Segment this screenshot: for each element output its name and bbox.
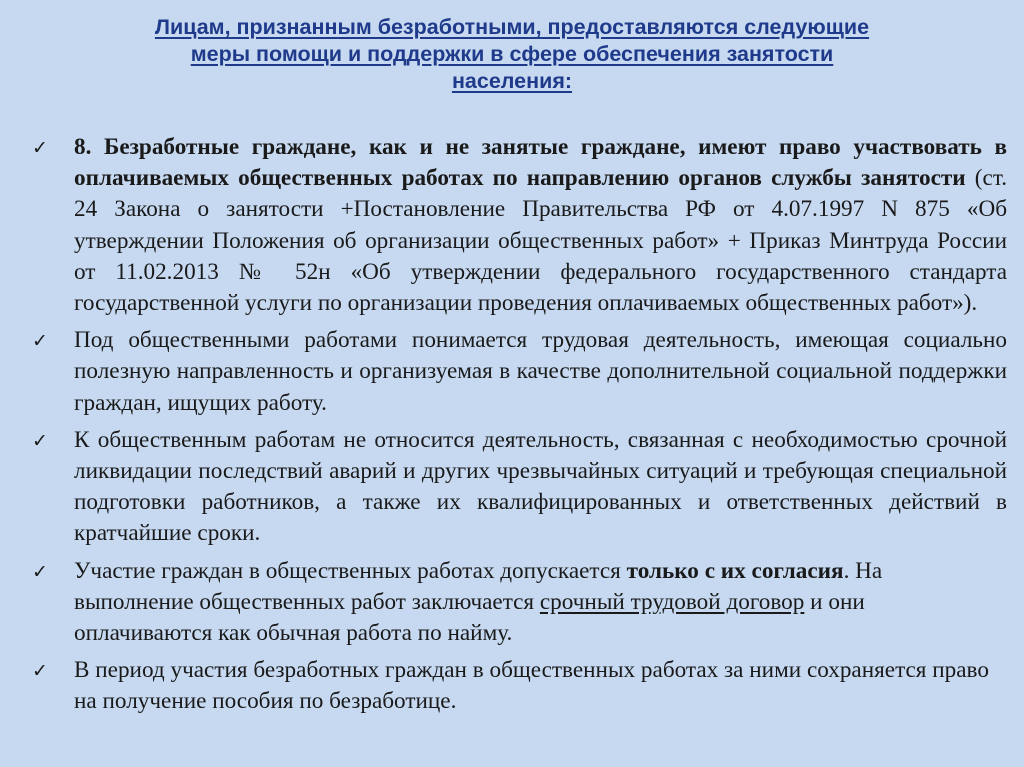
title-line-2: меры помощи и поддержки в сфере обеспечения занятости [190, 42, 834, 66]
checkmark-icon: ✓ [32, 660, 48, 683]
bullet-1-bold: 8. Безработные граждане, как и не занятые граждане, имеют право участвовать в оплачиваемых общественных работах по направлению органов службы занятости [74, 134, 1007, 192]
bullet-4-text-b: . На выполнение общественных работ заключается [74, 557, 883, 615]
checkmark-icon: ✓ [32, 429, 48, 452]
bullet-3-text: К общественным работам не относится деятельность, связанная с необходимостью срочной ликвидации последствий аварий и других чрезвычайных ситуаций и требующая специальной подготовки работников, а также их квалифицированных и ответственных действий в кратчайшие сроки. [74, 426, 1007, 547]
bullet-item-3 [32, 425, 1007, 550]
bullet-list [32, 132, 1007, 724]
title-line-1: Лицам, признанным безработными, предоставляются следующие [154, 15, 870, 39]
checkmark-icon: ✓ [32, 560, 48, 583]
bullet-4-text-c: и они оплачиваются как обычная работа по найму. [74, 588, 865, 647]
bullet-4-underline: срочный трудовой договор [539, 588, 805, 615]
bullet-4-bold: только с их согласия [626, 557, 844, 584]
checkmark-icon: ✓ [32, 330, 48, 353]
slide-title [60, 14, 964, 95]
checkmark-icon: ✓ [32, 137, 48, 159]
bullet-2-text: Под общественными работами понимается трудовая деятельность, имеющая социально полезную направленность и организуемая в качестве дополнительной социальной поддержки граждан, ищущих работу. [74, 327, 1007, 416]
bullet-item-1 [32, 132, 1007, 319]
bullet-item-5 [32, 655, 1007, 717]
bullet-item-4 [32, 556, 1007, 650]
bullet-5-text: В период участия безработных граждан в общественных работах за ними сохраняется право на получение пособия по безработице. [74, 657, 989, 715]
bullet-4-text-a: Участие граждан в общественных работах допускается [74, 557, 627, 584]
title-line-3: населения: [451, 69, 573, 93]
bullet-1-text: (ст. 24 Закона о занятости +Постановление Правительства РФ от 4.07.1997 N 875 «Об утверждении Положения об организации общественных работ» + Приказ Минтруда России от 11.02.2013 № 52н «Об утверждении федерального государственного стандарта государственной услуги по организации проведения оплачиваемых общественных работ»). [74, 165, 1007, 317]
bullet-item-2 [32, 325, 1007, 419]
